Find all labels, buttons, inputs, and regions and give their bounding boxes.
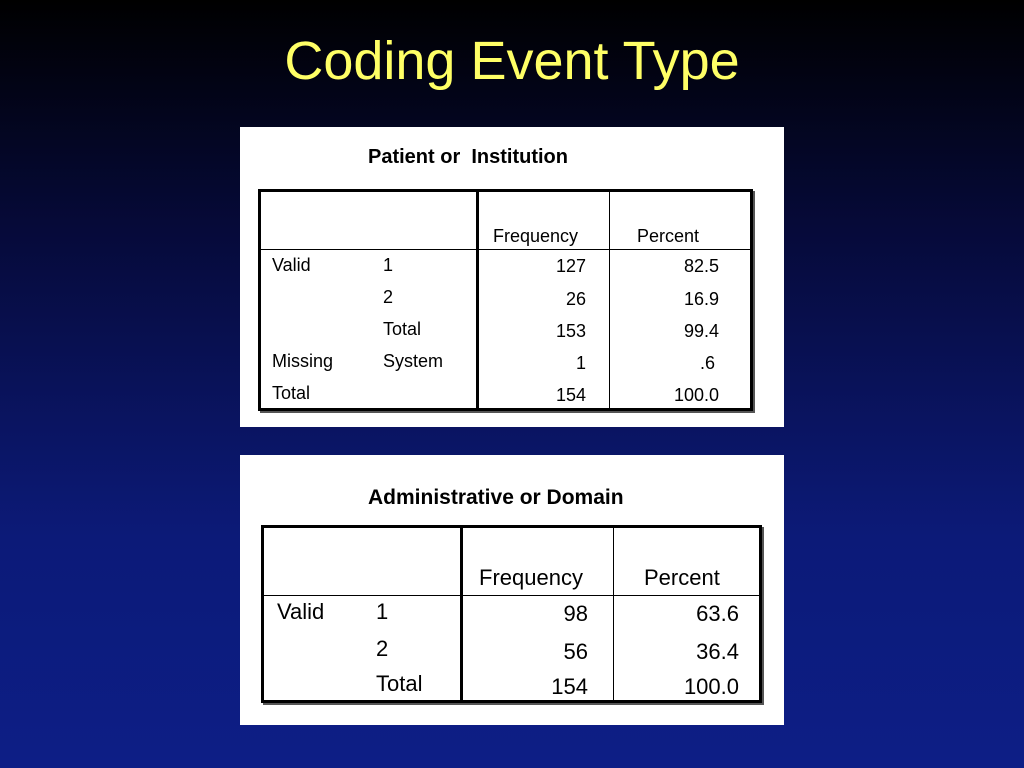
table2-row-percent: 63.6 — [696, 601, 739, 626]
table1-panel — [240, 127, 784, 427]
table1-header-frequency: Frequency — [493, 226, 579, 246]
table2-grid — [261, 525, 762, 703]
table1-row-label: 1 — [383, 255, 394, 275]
table2-row-percent: 100.0 — [683, 674, 739, 699]
table2-row-frequency: 56 — [563, 639, 588, 664]
table1-row-group: Valid — [272, 255, 311, 275]
table1-row-frequency: 127 — [555, 256, 586, 276]
table2-row-label: 2 — [376, 636, 389, 661]
table2-divider-label — [460, 528, 463, 700]
table2-title: Administrative or Domain — [368, 486, 624, 509]
table2-row-frequency: 98 — [563, 601, 588, 626]
table2-row-label: 1 — [376, 599, 389, 624]
table1-row-group: Missing — [272, 351, 334, 371]
table2-header-rule — [264, 595, 759, 596]
table1-row-frequency: 26 — [565, 289, 586, 309]
table2-row-frequency: 154 — [551, 674, 588, 699]
table1-row-group: Total — [272, 383, 311, 403]
table1-row-percent: .6 — [699, 353, 715, 373]
table1-row-frequency: 153 — [555, 321, 586, 341]
table2-header-frequency: Frequency — [479, 565, 583, 590]
slide-title: Coding Event Type — [284, 31, 740, 91]
table1-divider-label — [476, 192, 479, 408]
table1-row-frequency: 154 — [555, 385, 586, 405]
table1-row-percent: 82.5 — [683, 256, 719, 276]
table2-panel — [240, 455, 784, 725]
table1-row-label: System — [383, 351, 444, 371]
table1-divider-values — [609, 192, 610, 408]
table1-row-frequency: 1 — [575, 353, 586, 373]
table1-row-label: 2 — [383, 287, 394, 307]
table1-header-rule — [261, 249, 750, 250]
table1-row-percent: 16.9 — [683, 289, 719, 309]
table1-header-percent: Percent — [637, 226, 700, 246]
table1-grid — [258, 189, 753, 411]
table2-header-percent: Percent — [644, 565, 720, 590]
table1-title: Patient or Institution — [368, 146, 568, 168]
table2-row-label: Total — [376, 671, 423, 696]
table1-row-percent: 99.4 — [683, 321, 719, 341]
table2-divider-values — [613, 528, 614, 700]
table1-row-label: Total — [383, 319, 422, 339]
table2-row-percent: 36.4 — [696, 639, 739, 664]
table1-row-percent: 100.0 — [673, 385, 719, 405]
table2-row-group: Valid — [277, 599, 325, 624]
